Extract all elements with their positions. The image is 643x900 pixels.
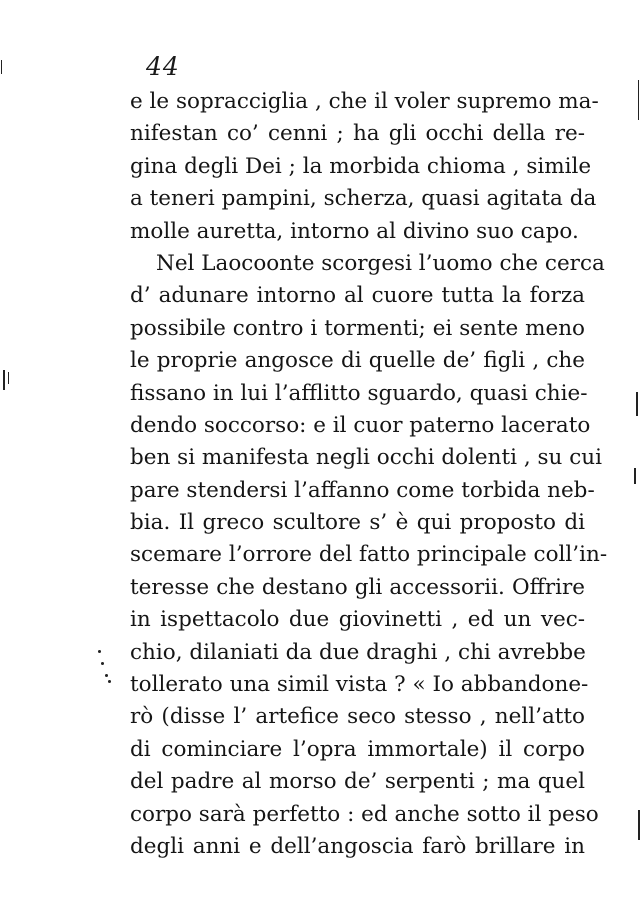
text-line: fissano in lui l’afflitto sguardo, quasi chie- [130, 380, 588, 406]
text-line: tollerato una simil vista ? « Io abbandone- [130, 672, 589, 698]
text-line: bia. Il greco scultore s’ è qui proposto di [130, 510, 585, 536]
scan-edge-mark [638, 80, 639, 120]
text-line: teresse che destano gli accessorii. Offrire [130, 574, 585, 600]
text-line: dendo soccorso: e il cuor paterno lacerato [130, 412, 591, 438]
scan-edge-mark [638, 810, 640, 840]
ink-specks [96, 650, 112, 684]
text-line: ben si manifesta negli occhi dolenti , su cui [130, 445, 603, 471]
text-line: a teneri pampini, scherza, quasi agitata da [130, 186, 597, 212]
text-line: scemare l’orrore del fatto principale coll’in- [130, 542, 608, 568]
page-number: 44 [146, 52, 180, 81]
text-line: nifestan co’ cenni ; ha gli occhi della re- [130, 121, 585, 147]
body-text [130, 86, 608, 863]
text-line: e le sopracciglia , che il voler supremo ma- [130, 89, 599, 114]
scan-edge-mark [1, 60, 2, 74]
scan-edge-mark [8, 372, 9, 384]
text-line: d’ adunare intorno al cuore tutta la forza [130, 283, 585, 309]
text-line: rò (disse l’ artefice seco stesso , nell’atto [130, 704, 585, 730]
text-line: le proprie angosce di quelle de’ figli , che [130, 348, 585, 374]
text-line: corpo sarà perfetto : ed anche sotto il peso [130, 801, 599, 827]
text-line: molle auretta, intorno al divino suo capo. [130, 218, 579, 244]
text-line: pare stendersi l’affanno come torbida neb- [130, 477, 595, 503]
scan-edge-mark [636, 392, 638, 416]
scan-edge-mark [634, 468, 636, 484]
text-line: Nel Laocoonte scorgesi l’uomo che cerca [156, 250, 605, 276]
text-line: chio, dilaniati da due draghi , chi avrebbe [130, 639, 586, 665]
text-line: del padre al morso de’ serpenti ; ma quel [130, 769, 585, 795]
text-line: possibile contro i tormenti; ei sente meno [130, 315, 585, 341]
text-line: degli anni e dell’angoscia farò brillare in [130, 833, 585, 859]
scan-edge-mark [3, 370, 5, 390]
text-line: gina degli Dei ; la morbida chioma , simile [130, 153, 592, 179]
text-line: in ispettacolo due giovinetti , ed un vec- [130, 607, 585, 633]
text-line: di cominciare l’opra immortale) il corpo [130, 736, 585, 762]
